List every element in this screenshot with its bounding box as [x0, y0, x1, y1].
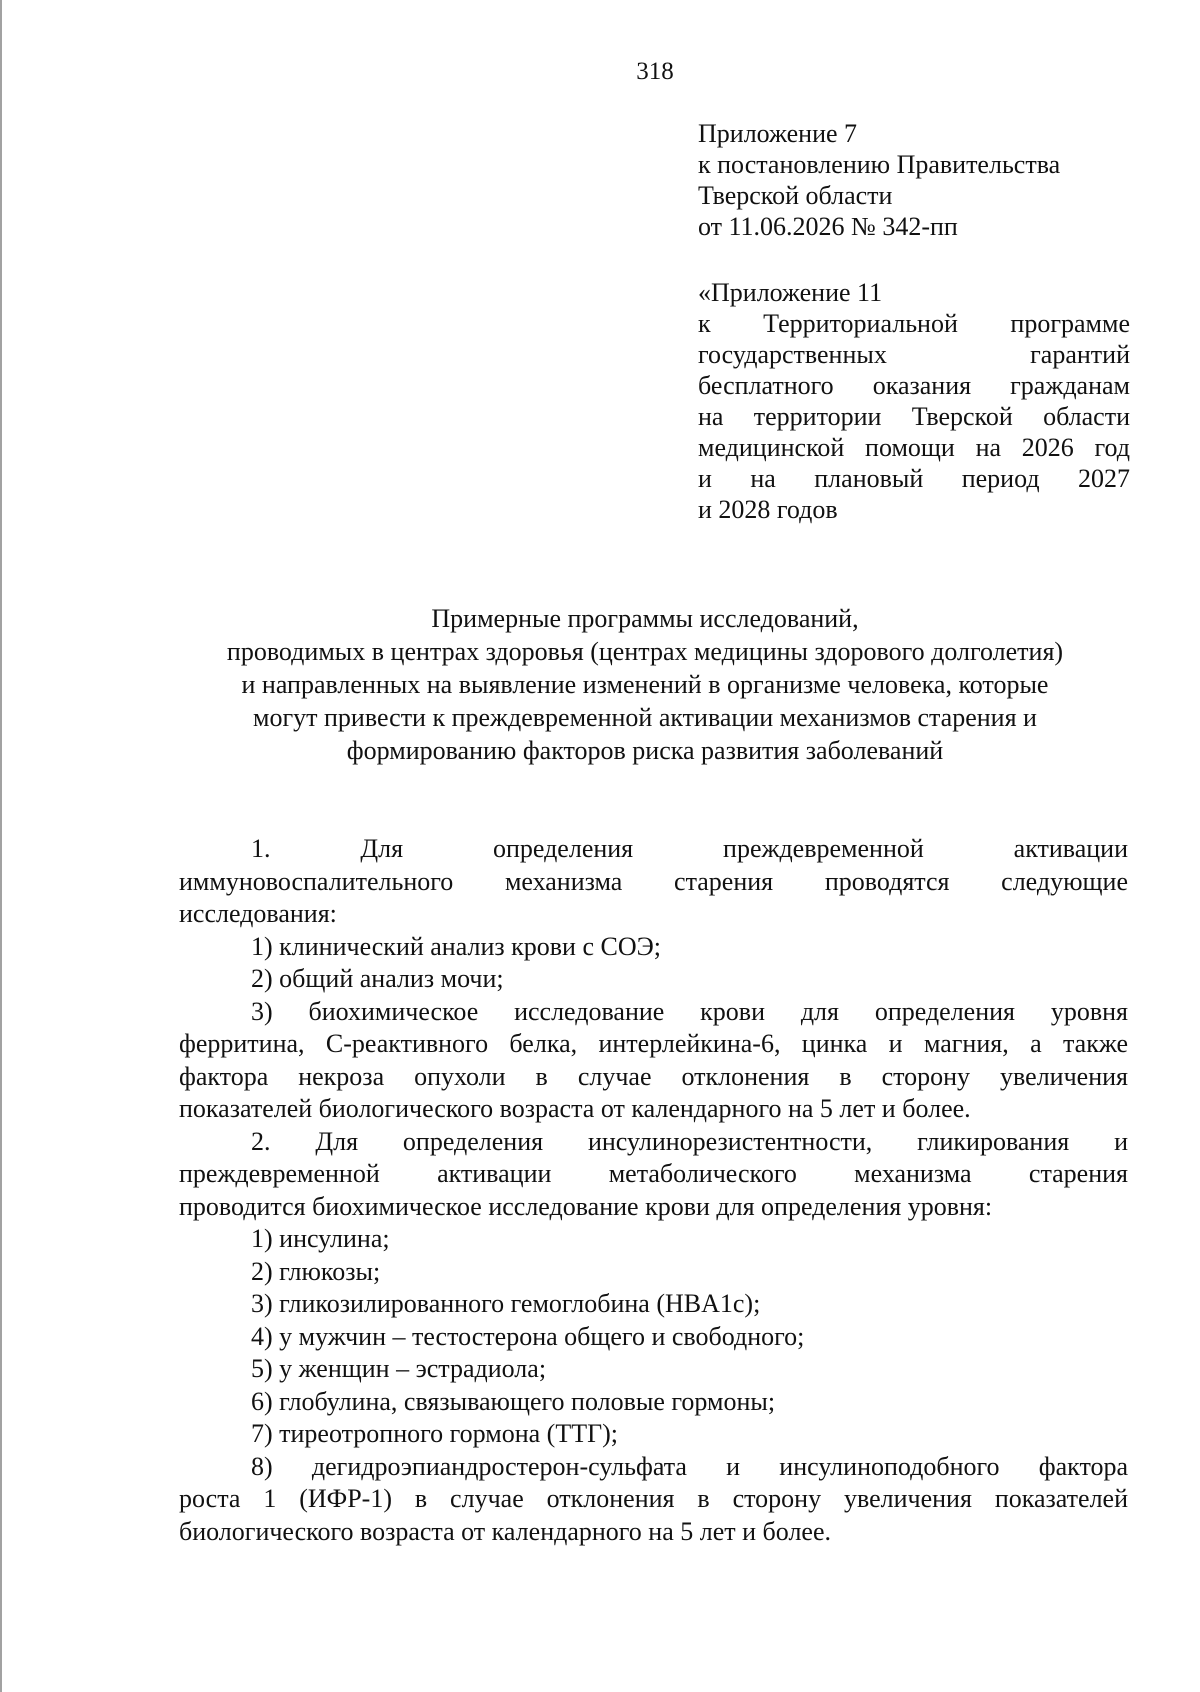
- annex-inner-line: государственных гарантий: [698, 340, 1130, 369]
- paragraph-line: преждевременной активации метаболического механизма старения: [179, 1159, 1128, 1188]
- title-line: Примерные программы исследований,: [431, 604, 859, 633]
- list-item: 5) у женщин – эстрадиола;: [251, 1354, 547, 1383]
- page-number: 318: [636, 58, 674, 85]
- title-line: и направленных на выявление изменений в организме человека, которые: [241, 670, 1049, 699]
- title-line: формированию факторов риска развития заболеваний: [346, 736, 944, 765]
- paragraph-line: иммуновоспалительного механизма старения проводятся следующие: [179, 866, 1128, 896]
- annex-inner-line: и на плановый период 2027: [698, 464, 1130, 493]
- list-item: 1) инсулина;: [251, 1224, 390, 1253]
- list-item: 2) глюкозы;: [251, 1256, 381, 1286]
- annex-header: [698, 118, 1130, 242]
- section-1-intro: [179, 833, 1128, 931]
- paragraph-line: показателей биологического возраста от календарного на 5 лет и более.: [179, 1094, 971, 1123]
- paragraph-line: проводится биохимическое исследование крови для определения уровня:: [179, 1191, 993, 1221]
- annex-inner-line: бесплатного оказания гражданам: [698, 371, 1130, 400]
- list-item: 6) глобулина, связывающего половые гормоны;: [251, 1386, 776, 1416]
- paragraph-line: 1. Для определения преждевременной активации: [251, 834, 1128, 863]
- list-item: 7) тиреотропного гормона (ТТГ);: [251, 1419, 619, 1448]
- annex-inner-line: и 2028 годов: [698, 495, 838, 524]
- list-item: 2) общий анализ мочи;: [251, 964, 504, 993]
- annex-inner-line: медицинской помощи на 2026 год: [698, 433, 1130, 462]
- list-item: 3) гликозилированного гемоглобина (HBA1c);: [251, 1289, 761, 1318]
- paragraph-line: биологического возраста от календарного на 5 лет и более.: [179, 1516, 831, 1546]
- annex-inner-header: [698, 277, 1130, 525]
- document-body: [179, 833, 1128, 1548]
- annex-header-line: Приложение 7: [698, 119, 858, 148]
- scan-edge-line: [0, 0, 2, 1692]
- annex-header-line: от 11.06.2026 № 342-пп: [698, 212, 958, 241]
- annex-inner-line: «Приложение 11: [698, 278, 883, 307]
- paragraph-line: роста 1 (ИФР-1) в случае отклонения в сторону увеличения показателей: [179, 1484, 1128, 1513]
- title-line: могут привести к преждевременной активации механизмов старения и: [253, 703, 1037, 732]
- annex-inner-line: на территории Тверской области: [698, 402, 1130, 431]
- list-item: 1) клинический анализ крови с СОЭ;: [251, 931, 662, 961]
- paragraph-line: 8) дегидроэпиандростерон-сульфата и инсулиноподобного фактора: [251, 1451, 1128, 1481]
- section-2-intro: [179, 1126, 1128, 1224]
- paragraph-line: исследования:: [179, 899, 337, 928]
- paragraph-line: ферритина, С-реактивного белка, интерлейкина-6, цинка и магния, а также: [179, 1029, 1128, 1058]
- annex-inner-line: к Территориальной программе: [698, 309, 1130, 338]
- section-2-item-8: [179, 1451, 1128, 1549]
- title-line: проводимых в центрах здоровья (центрах медицины здорового долголетия): [226, 637, 1064, 666]
- section-1-item-3: [179, 996, 1128, 1126]
- annex-header-line: к постановлению Правительства: [698, 150, 1061, 179]
- list-item: 4) у мужчин – тестостерона общего и свободного;: [251, 1321, 805, 1351]
- document-title: [160, 602, 1130, 767]
- paragraph-line: фактора некроза опухоли в случае отклонения в сторону увеличения: [179, 1061, 1128, 1091]
- annex-header-line: Тверской области: [698, 181, 893, 210]
- paragraph-line: 2. Для определения инсулинорезистентности, гликирования и: [251, 1126, 1128, 1156]
- paragraph-line: 3) биохимическое исследование крови для определения уровня: [251, 996, 1128, 1026]
